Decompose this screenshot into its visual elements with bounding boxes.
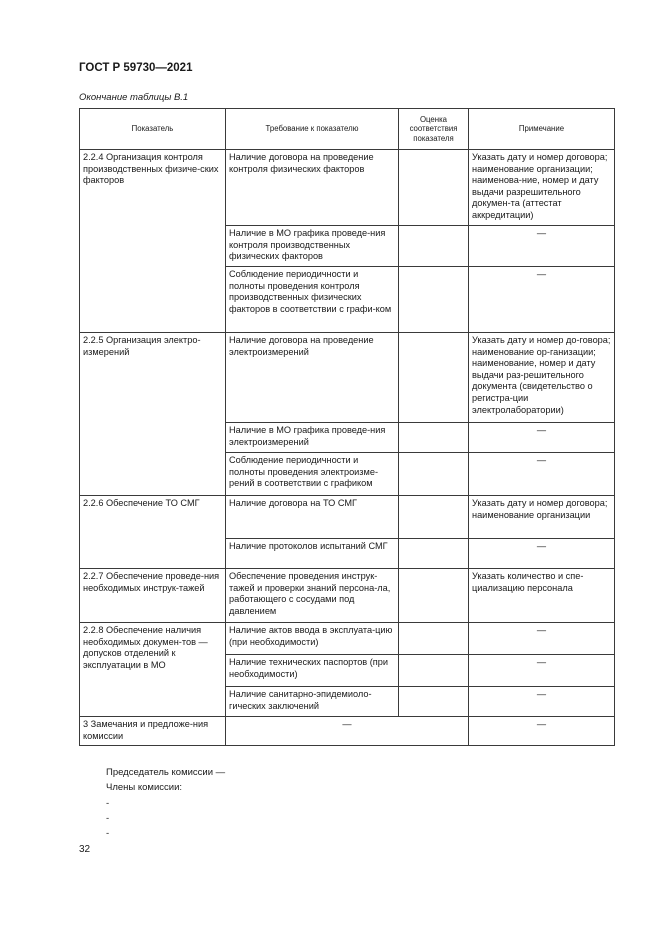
assessment-cell — [399, 623, 469, 655]
note-cell: — — [469, 539, 615, 569]
requirement-cell: Наличие технических паспортов (при необходимости) — [226, 655, 399, 687]
indicator-cell: 2.2.5 Организация электро-измерений — [80, 333, 226, 496]
table-row — [80, 496, 615, 539]
requirement-cell: Соблюдение периодичности и полноты проведения контроля производственных физических факторов в соответствии с графи-ком — [226, 267, 399, 333]
note-cell: Указать дату и номер до-говора; наименование ор-ганизации; наименование, номер и дату выдачи раз-решительного документа (свидетельство о регистра-ции электролаборатории) — [469, 333, 615, 423]
note-cell: Указать количество и спе-циализацию персонала — [469, 569, 615, 623]
indicator-cell: 2.2.7 Обеспечение проведе-ния необходимых инструк-тажей — [80, 569, 226, 623]
requirement-cell: Наличие договора на проведение электроизмерений — [226, 333, 399, 423]
assessment-cell — [399, 226, 469, 267]
assessment-cell — [399, 655, 469, 687]
page-number: 32 — [79, 844, 91, 855]
assessment-cell — [399, 453, 469, 496]
indicator-cell: 2.2.8 Обеспечение наличия необходимых докумен-тов — допусков отделений к эксплуатации в МО — [80, 623, 226, 717]
note-cell: — — [469, 453, 615, 496]
assessment-cell — [399, 333, 469, 423]
table-header-row — [80, 109, 615, 150]
requirement-cell: Наличие в МО графика проведе-ния электроизмерений — [226, 423, 399, 453]
indicator-cell: 2.2.4 Организация контроля производственных физиче-ских факторов — [80, 150, 226, 333]
col-header-assessment: Оценка соответствия показателя — [399, 109, 469, 150]
members-line: Члены комиссии: — [106, 782, 183, 793]
note-cell: — — [469, 623, 615, 655]
chairman-line: Председатель комиссии — — [106, 767, 226, 778]
table-row — [80, 569, 615, 623]
assessment-cell — [399, 569, 469, 623]
member-dash: - — [106, 813, 110, 824]
table-caption: Окончание таблицы В.1 — [79, 92, 189, 103]
col-header-indicator: Показатель — [80, 109, 226, 150]
member-dash: - — [106, 828, 110, 839]
note-cell: — — [469, 717, 615, 746]
table-row — [80, 333, 615, 423]
requirement-cell: Наличие санитарно-эпидемиоло-гических заключений — [226, 687, 399, 717]
assessment-cell — [399, 423, 469, 453]
note-cell: — — [469, 655, 615, 687]
requirement-cell: Наличие протоколов испытаний СМГ — [226, 539, 399, 569]
requirements-table — [79, 108, 615, 746]
member-dash: - — [106, 798, 110, 809]
note-cell: — — [469, 687, 615, 717]
assessment-cell — [399, 539, 469, 569]
assessment-cell — [399, 150, 469, 226]
requirement-cell: Наличие договора на проведение контроля физических факторов — [226, 150, 399, 226]
requirement-cell: — — [226, 717, 469, 746]
requirement-cell: Обеспечение проведения инструк-тажей и проверки знаний персона-ла, работающего с сосудами под давлением — [226, 569, 399, 623]
doc-code: ГОСТ Р 59730—2021 — [79, 62, 193, 74]
indicator-cell: 3 Замечания и предложе-ния комиссии — [80, 717, 226, 746]
note-cell: — — [469, 267, 615, 333]
col-header-requirement: Требование к показателю — [226, 109, 399, 150]
assessment-cell — [399, 267, 469, 333]
note-cell: Указать дату и номер договора; наименование организации; наименова-ние, номер и дату выдачи разрешительного докумен-та (аттестат аккредитации) — [469, 150, 615, 226]
note-cell: — — [469, 423, 615, 453]
table-row — [80, 717, 615, 746]
table-row — [80, 150, 615, 226]
note-cell: — — [469, 226, 615, 267]
assessment-cell — [399, 496, 469, 539]
indicator-cell: 2.2.6 Обеспечение ТО СМГ — [80, 496, 226, 569]
requirement-cell: Наличие договора на ТО СМГ — [226, 496, 399, 539]
assessment-cell — [399, 687, 469, 717]
requirement-cell: Наличие в МО графика проведе-ния контроля производственных физических факторов — [226, 226, 399, 267]
col-header-note: Примечание — [469, 109, 615, 150]
requirement-cell: Соблюдение периодичности и полноты проведения электроизме-рений в соответствии с графиком — [226, 453, 399, 496]
table-row — [80, 623, 615, 655]
requirement-cell: Наличие актов ввода в эксплуата-цию (при необходимости) — [226, 623, 399, 655]
note-cell: Указать дату и номер договора; наименование организации — [469, 496, 615, 539]
